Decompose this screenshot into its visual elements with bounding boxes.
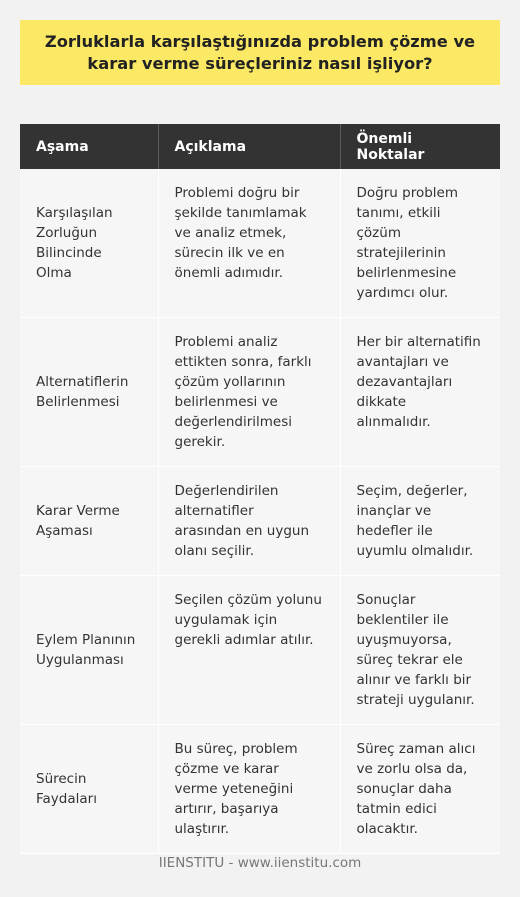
key-points-cell: Her bir alternatifin avantajları ve dezavantajları dikkate alınmalıdır. bbox=[340, 318, 500, 467]
description-cell: Problemi doğru bir şekilde tanımlamak ve analiz etmek, sürecin ilk ve en önemli adımıdır. bbox=[158, 169, 340, 318]
stages-table bbox=[20, 124, 500, 854]
stage-cell: Eylem Planının Uygulanması bbox=[20, 576, 158, 725]
key-points-cell: Seçim, değerler, inançlar ve hedefler ile uyumlu olmalıdır. bbox=[340, 467, 500, 576]
description-cell: Problemi analiz ettikten sonra, farklı çözüm yollarının belirlenmesi ve değerlendirilmesi gerekir. bbox=[158, 318, 340, 467]
stage-cell: Sürecin Faydaları bbox=[20, 725, 158, 854]
page-title: Zorluklarla karşılaştığınızda problem çözme ve karar verme süreçleriniz nasıl işliyor? bbox=[44, 31, 476, 73]
stage-cell: Alternatiflerin Belirlenmesi bbox=[20, 318, 158, 467]
table-row bbox=[20, 318, 500, 467]
stage-cell: Karşılaşılan Zorluğun Bilincinde Olma bbox=[20, 169, 158, 318]
key-points-cell: Sonuçlar beklentiler ile uyuşmuyorsa, süreç tekrar ele alınır ve farklı bir strateji uygulanır. bbox=[340, 576, 500, 725]
footer-credit: IIENSTITU - www.iienstitu.com bbox=[158, 855, 362, 871]
header-key-points: Önemli Noktalar bbox=[340, 124, 500, 169]
title-banner bbox=[20, 20, 500, 85]
header-description: Açıklama bbox=[158, 124, 340, 169]
table-row bbox=[20, 725, 500, 854]
table-row bbox=[20, 467, 500, 576]
key-points-cell: Doğru problem tanımı, etkili çözüm stratejilerinin belirlenmesine yardımcı olur. bbox=[340, 169, 500, 318]
description-cell: Değerlendirilen alternatifler arasından en uygun olanı seçilir. bbox=[158, 467, 340, 576]
header-stage: Aşama bbox=[20, 124, 158, 169]
table-row bbox=[20, 169, 500, 318]
description-cell: Seçilen çözüm yolunu uygulamak için gerekli adımlar atılır. bbox=[158, 576, 340, 725]
stage-cell: Karar Verme Aşaması bbox=[20, 467, 158, 576]
description-cell: Bu süreç, problem çözme ve karar verme yeteneğini artırır, başarıya ulaştırır. bbox=[158, 725, 340, 854]
key-points-cell: Süreç zaman alıcı ve zorlu olsa da, sonuçlar daha tatmin edici olacaktır. bbox=[340, 725, 500, 854]
table-header-row bbox=[20, 124, 500, 169]
table-row bbox=[20, 576, 500, 725]
